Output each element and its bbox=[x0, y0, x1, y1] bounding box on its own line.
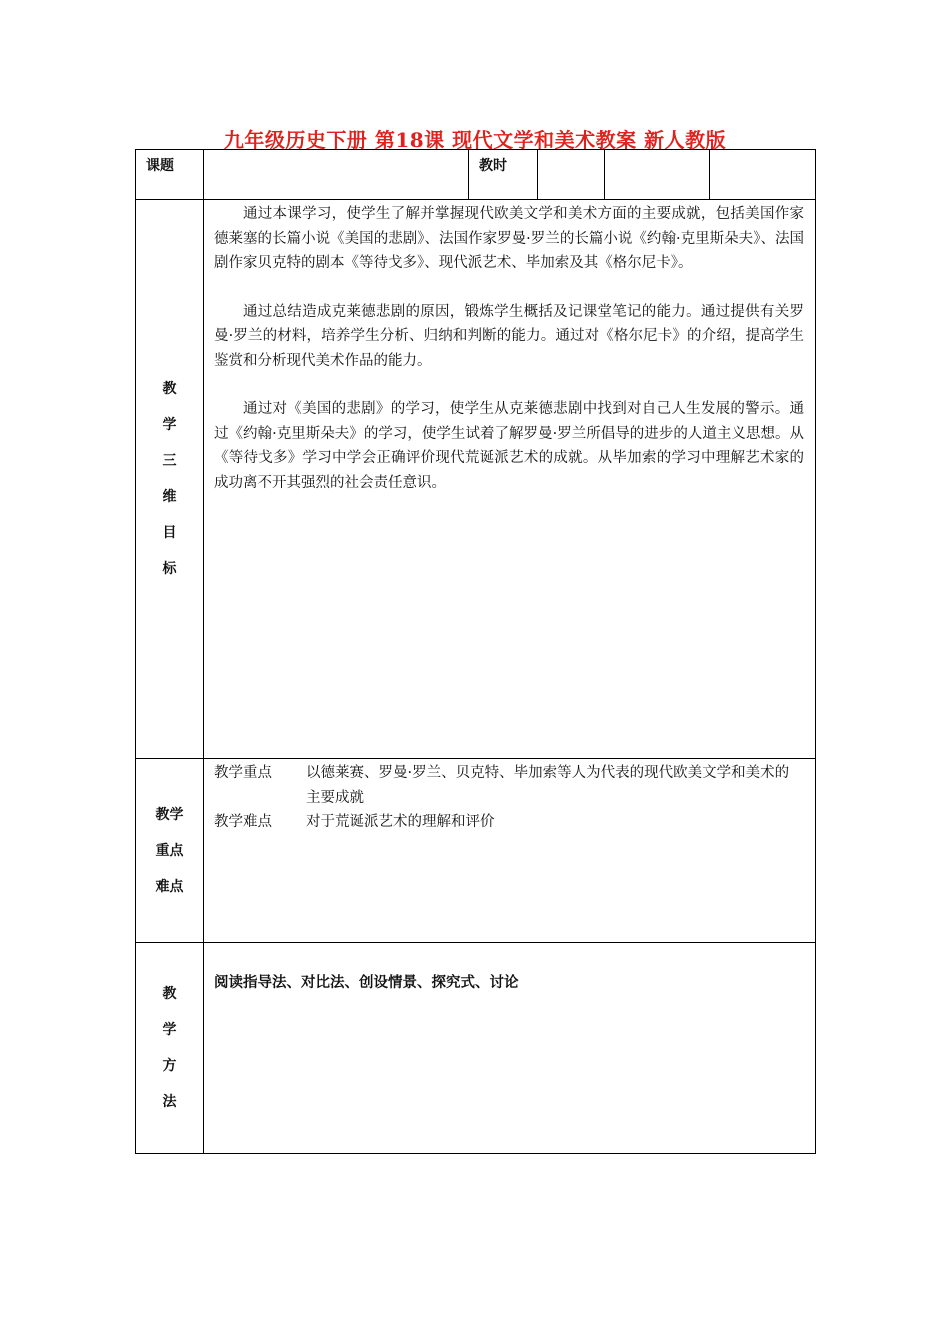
objectives-label-char: 学 bbox=[162, 417, 177, 433]
topic-value bbox=[204, 150, 469, 200]
objective-emotion: 通过对《美国的悲剧》的学习，使学生从克莱德悲剧中找到对自己人生发展的警示。通过《约翰·克里斯朵夫》的学习，使学生试着了解罗曼·罗兰所倡导的进步的人道主义思想。从《等待戈多》学习中学会正确评价现代荒诞派艺术的成就。从毕加索的学习中理解艺术家的成功离不开其强烈的社会责任意识。 bbox=[214, 401, 804, 491]
objectives-label-char: 三 bbox=[162, 453, 177, 469]
key-points-label-line: 难点 bbox=[155, 878, 184, 895]
lesson-plan-table bbox=[135, 149, 816, 1154]
key-points-content bbox=[204, 759, 816, 943]
methods-label-char: 方 bbox=[162, 1058, 177, 1074]
hours-cell-1 bbox=[538, 150, 605, 200]
key-points-label-line: 重点 bbox=[155, 842, 184, 859]
objectives-label bbox=[136, 200, 204, 759]
hours-cell-3 bbox=[710, 150, 816, 200]
objectives-label-char: 维 bbox=[162, 489, 177, 505]
objectives-label-char: 教 bbox=[162, 381, 177, 397]
header-row bbox=[136, 150, 816, 200]
key-points-row bbox=[136, 759, 816, 943]
difficulty-text: 对于荒诞派艺术的理解和评价 bbox=[306, 814, 495, 830]
objective-ability: 通过总结造成克莱德悲剧的原因，锻炼学生概括及记课堂笔记的能力。通过提供有关罗曼·罗兰的材料，培养学生分析、归纳和判断的能力。通过对《格尔尼卡》的介绍，提高学生鉴赏和分析现代美术作品的能力。 bbox=[214, 303, 804, 369]
methods-label-char: 教 bbox=[162, 986, 177, 1002]
topic-label: 课题 bbox=[136, 150, 204, 200]
focus-text: 以德莱赛、罗曼·罗兰、贝克特、毕加索等人为代表的现代欧美文学和美术的主要成就 bbox=[306, 765, 790, 806]
hours-label: 教时 bbox=[469, 150, 538, 200]
methods-row bbox=[136, 943, 816, 1154]
objectives-label-char: 标 bbox=[162, 561, 177, 577]
methods-content: 阅读指导法、对比法、创设情景、探究式、讨论 bbox=[204, 943, 816, 1154]
hours-cell-2 bbox=[605, 150, 710, 200]
objectives-label-char: 目 bbox=[162, 525, 177, 541]
document-title: 九年级历史下册 第18课 现代文学和美术教案 新人教版 bbox=[223, 128, 727, 152]
focus-label: 教学重点 bbox=[214, 765, 272, 781]
methods-label-char: 法 bbox=[162, 1094, 177, 1110]
objective-knowledge: 通过本课学习，使学生了解并掌握现代欧美文学和美术方面的主要成就，包括美国作家德莱塞的长篇小说《美国的悲剧》、法国作家罗曼·罗兰的长篇小说《约翰·克里斯朵夫》、法国剧作家贝克特的剧本《等待戈多》、现代派艺术、毕加索及其《格尔尼卡》。 bbox=[214, 206, 804, 271]
key-points-label-line: 教学 bbox=[155, 806, 184, 823]
objectives-content bbox=[204, 200, 816, 759]
methods-label-char: 学 bbox=[162, 1022, 177, 1038]
focus-row bbox=[214, 761, 803, 810]
objectives-row bbox=[136, 200, 816, 759]
difficulty-row bbox=[214, 810, 803, 835]
difficulty-label: 教学难点 bbox=[214, 814, 272, 830]
key-points-label bbox=[136, 759, 204, 943]
methods-label bbox=[136, 943, 204, 1154]
